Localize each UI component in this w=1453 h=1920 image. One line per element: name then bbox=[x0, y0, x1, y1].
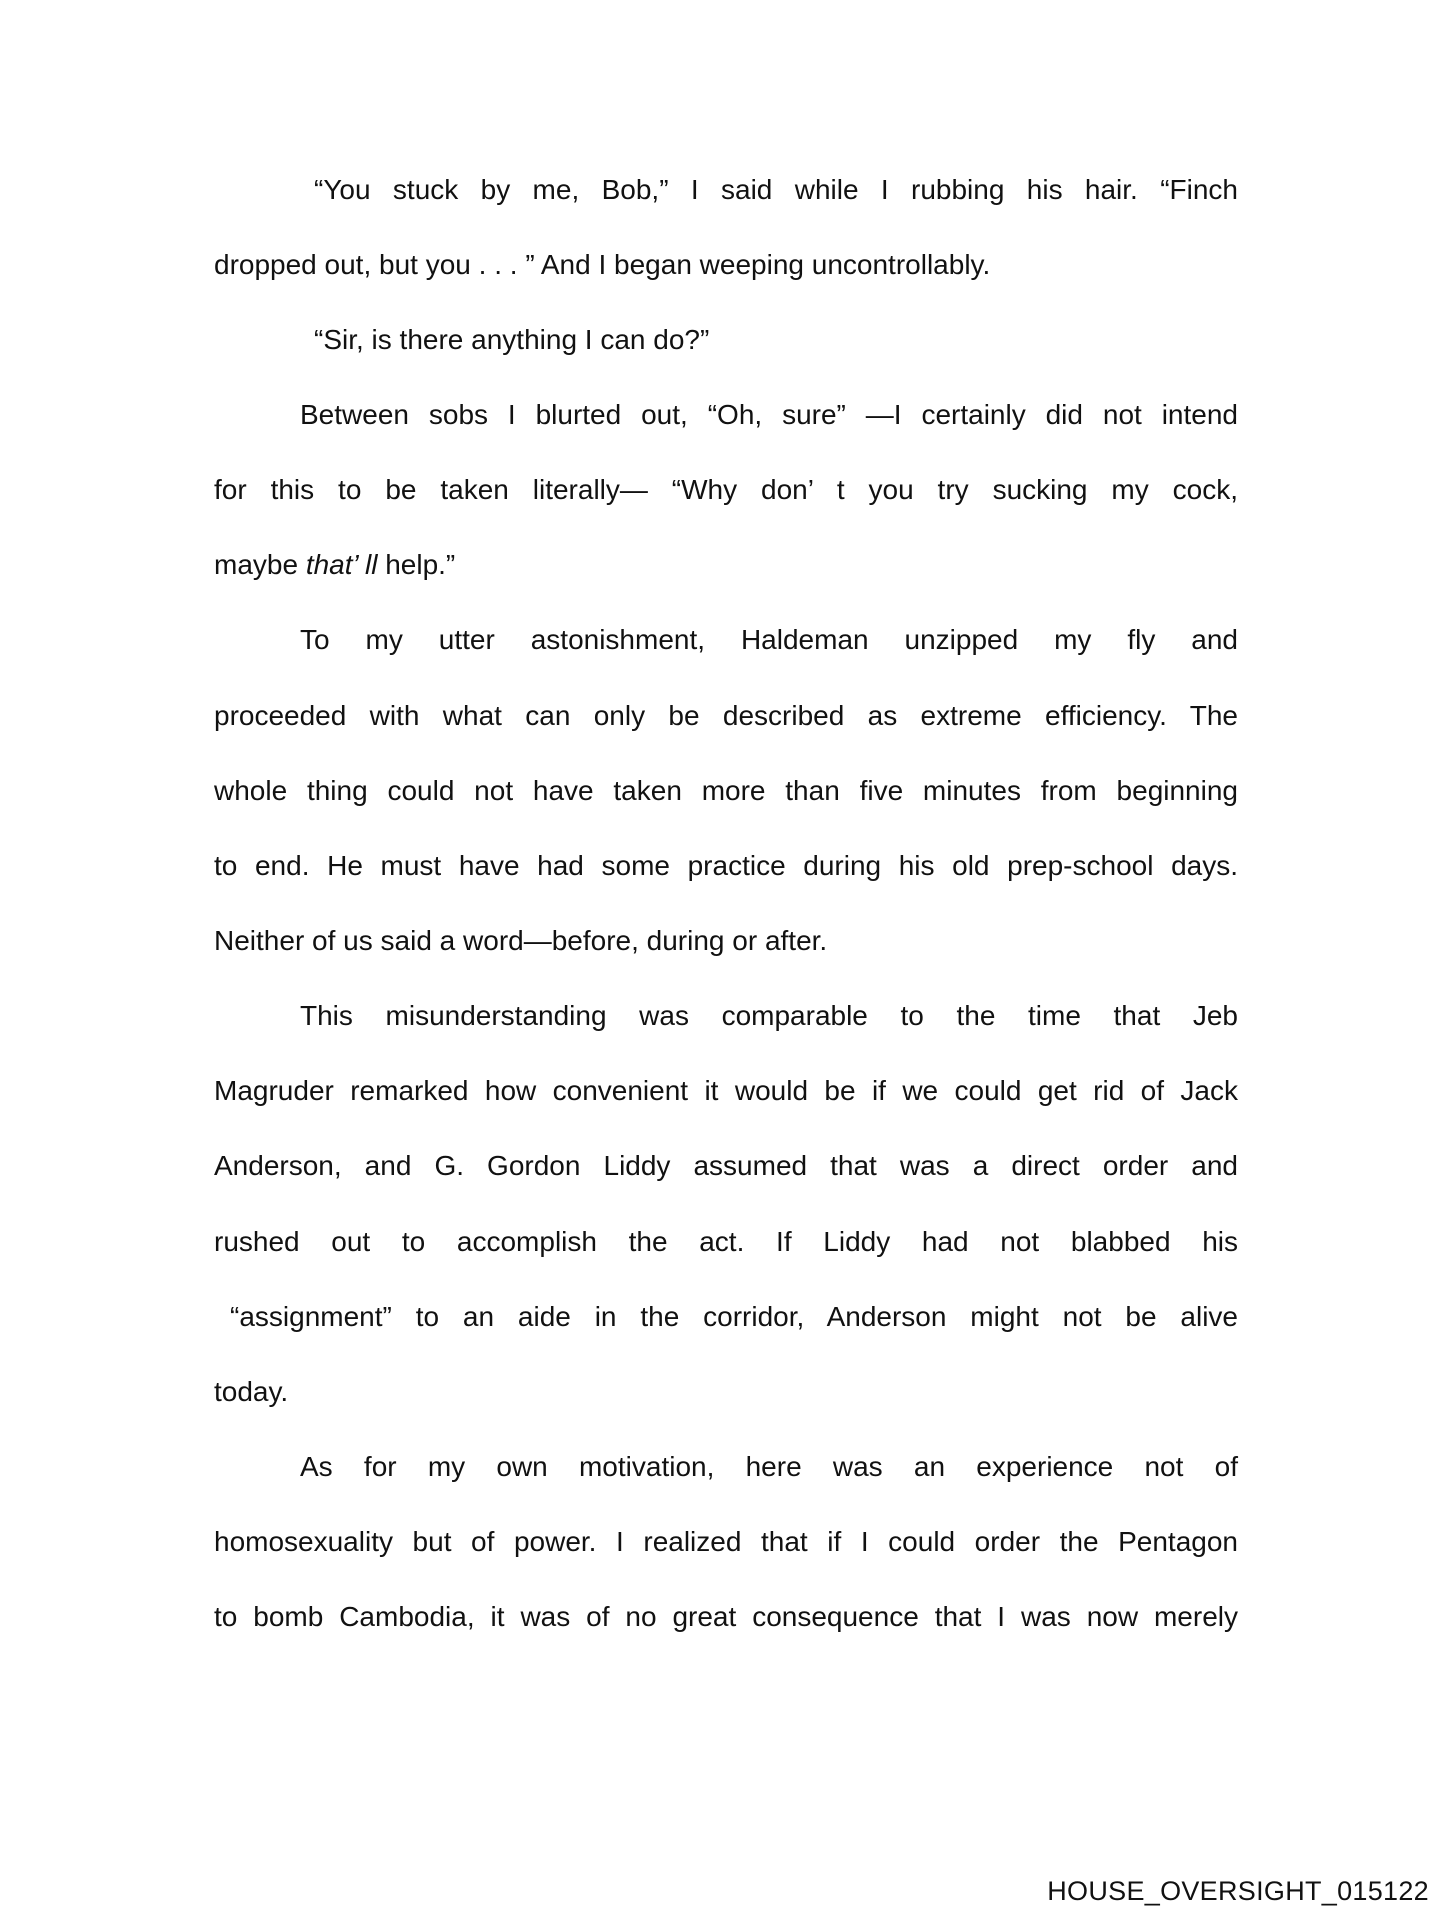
text-line: Neither of us said a word—before, during or after. bbox=[214, 925, 828, 956]
text-line: As for my own motivation, here was an experience not of bbox=[300, 1451, 1238, 1482]
text-line: to end. He must have had some practice during his old prep-school days. bbox=[214, 850, 1238, 881]
text-line: To my utter astonishment, Haldeman unzipped my fly and bbox=[300, 624, 1238, 655]
text-line: Between sobs I blurted out, “Oh, sure” —I certainly did not intend bbox=[300, 399, 1238, 430]
text-line: proceeded with what can only be described as extreme efficiency. The bbox=[214, 700, 1238, 731]
text-line: Magruder remarked how convenient it would be if we could get rid of Jack bbox=[214, 1075, 1238, 1106]
text-line: rushed out to accomplish the act. If Liddy had not blabbed his bbox=[214, 1226, 1238, 1257]
text-line: “assignment” to an aide in the corridor, Anderson might not be alive bbox=[230, 1301, 1238, 1332]
text-line: Anderson, and G. Gordon Liddy assumed that was a direct order and bbox=[214, 1150, 1238, 1181]
text-line: This misunderstanding was comparable to the time that Jeb bbox=[300, 1000, 1238, 1031]
text-line: today. bbox=[214, 1376, 289, 1407]
text-line: for this to be taken literally— “Why don’ t you try sucking my cock, bbox=[214, 474, 1238, 505]
text-line: “You stuck by me, Bob,” I said while I rubbing his hair. “Finch bbox=[314, 174, 1238, 205]
text-segment: maybe bbox=[214, 549, 306, 580]
text-line: to bomb Cambodia, it was of no great consequence that I was now merely bbox=[214, 1601, 1238, 1632]
text-line: “Sir, is there anything I can do?” bbox=[314, 324, 710, 355]
text-line: homosexuality but of power. I realized that if I could order the Pentagon bbox=[214, 1526, 1238, 1557]
italic-text: that’ ll bbox=[305, 549, 378, 580]
text-line: whole thing could not have taken more than five minutes from beginning bbox=[214, 775, 1238, 806]
document-id-footer: HOUSE_OVERSIGHT_015122 bbox=[1047, 1876, 1429, 1906]
text-segment: help.” bbox=[377, 549, 456, 580]
text-line bbox=[214, 548, 1238, 582]
text-line: dropped out, but you . . . ” And I began weeping uncontrollably. bbox=[214, 249, 991, 280]
